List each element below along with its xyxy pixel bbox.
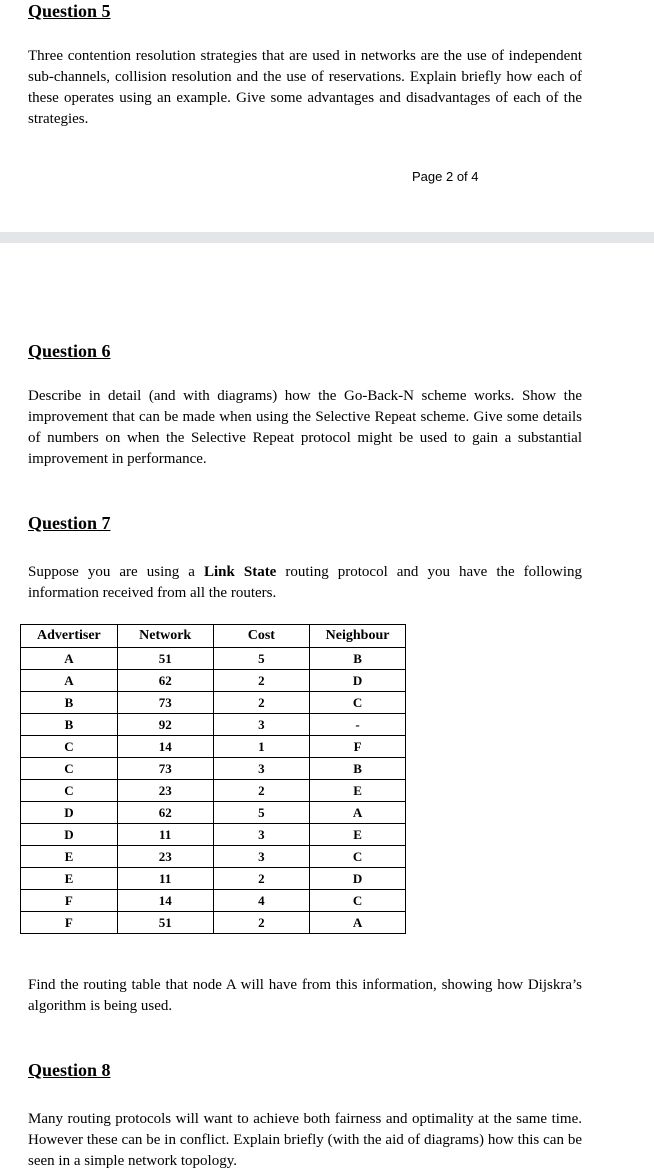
neighbour-cell: A [310, 912, 406, 934]
neighbour-cell: F [310, 736, 406, 758]
network-cell: 51 [117, 648, 213, 670]
question-8-text: Many routing protocols will want to achieve both fairness and optimality at the same time. However these can be in conflict. Explain briefly (with the aid of diagrams) how this can be seen in a simple network topology. [28, 1111, 582, 1169]
cost-cell: 2 [213, 868, 310, 890]
question-7-heading: Question 7 [28, 513, 111, 533]
cost-cell: 3 [213, 824, 310, 846]
neighbour-cell: C [310, 890, 406, 912]
table-header-row [21, 625, 406, 648]
neighbour-cell: E [310, 824, 406, 846]
advertiser-cell: D [21, 824, 118, 846]
table-row [21, 868, 406, 890]
advertiser-cell: C [21, 758, 118, 780]
advertiser-cell: F [21, 912, 118, 934]
advertiser-cell: E [21, 868, 118, 890]
intro-text-after: routing protocol and you have the following information received from all the routers. [28, 564, 583, 601]
cost-cell: 4 [213, 890, 310, 912]
page-indicator: Page 2 of 4 [412, 169, 479, 184]
advertiser-cell: B [21, 692, 118, 714]
advertiser-cell: A [21, 670, 118, 692]
cost-cell: 5 [213, 648, 310, 670]
neighbour-cell: C [310, 846, 406, 868]
table-row [21, 846, 406, 868]
network-cell: 92 [117, 714, 213, 736]
cost-cell: 3 [213, 846, 310, 868]
question-7-intro [28, 562, 582, 604]
table-row [21, 648, 406, 670]
table-row [21, 736, 406, 758]
network-cell: 11 [117, 868, 213, 890]
advertiser-cell: A [21, 648, 118, 670]
network-cell: 62 [117, 802, 213, 824]
network-cell: 73 [117, 758, 213, 780]
cost-cell: 2 [213, 780, 310, 802]
neighbour-cell: C [310, 692, 406, 714]
header-network: Network [117, 625, 213, 648]
page-break-divider [0, 232, 654, 243]
network-cell: 51 [117, 912, 213, 934]
neighbour-cell: E [310, 780, 406, 802]
neighbour-cell: A [310, 802, 406, 824]
header-cost: Cost [213, 625, 310, 648]
question-6-text: Describe in detail (and with diagrams) how the Go-Back-N scheme works. Show the improvement that can be made when using the Selective Repeat scheme. Give some details of numbers on when the Selective Repeat protocol might be used to gain a substantial improvement in performance. [28, 388, 582, 467]
advertiser-cell: C [21, 736, 118, 758]
cost-cell: 2 [213, 912, 310, 934]
cost-cell: 3 [213, 758, 310, 780]
network-cell: 14 [117, 890, 213, 912]
advertiser-cell: F [21, 890, 118, 912]
network-cell: 23 [117, 846, 213, 868]
cost-cell: 3 [213, 714, 310, 736]
header-advertiser: Advertiser [21, 625, 118, 648]
link-state-table [20, 624, 406, 934]
table-row [21, 802, 406, 824]
table-row [21, 758, 406, 780]
network-cell: 23 [117, 780, 213, 802]
advertiser-cell: C [21, 780, 118, 802]
neighbour-cell: B [310, 758, 406, 780]
table-row [21, 780, 406, 802]
intro-text-bold: Link State [203, 564, 277, 580]
cost-cell: 2 [213, 670, 310, 692]
question-6-heading: Question 6 [28, 341, 111, 361]
advertiser-cell: D [21, 802, 118, 824]
header-neighbour: Neighbour [310, 625, 406, 648]
table-row [21, 912, 406, 934]
table-row [21, 890, 406, 912]
question-7-followup: Find the routing table that node A will have from this information, showing how Dijskra’s algorithm is being used. [28, 977, 582, 1014]
network-cell: 62 [117, 670, 213, 692]
neighbour-cell: - [310, 714, 406, 736]
neighbour-cell: B [310, 648, 406, 670]
network-cell: 11 [117, 824, 213, 846]
network-cell: 73 [117, 692, 213, 714]
intro-text-before: Suppose you are using a [28, 564, 204, 580]
question-5-heading: Question 5 [28, 1, 111, 21]
cost-cell: 5 [213, 802, 310, 824]
question-5-text: Three contention resolution strategies that are used in networks are the use of independent sub-channels, collision resolution and the use of reservations. Explain briefly how each of these operates using an example. Give some advantages and disadvantages of each of the strategies. [28, 48, 582, 127]
neighbour-cell: D [310, 868, 406, 890]
table-row [21, 714, 406, 736]
table-row [21, 692, 406, 714]
cost-cell: 2 [213, 692, 310, 714]
network-cell: 14 [117, 736, 213, 758]
neighbour-cell: D [310, 670, 406, 692]
table-row [21, 824, 406, 846]
advertiser-cell: E [21, 846, 118, 868]
advertiser-cell: B [21, 714, 118, 736]
table-row [21, 670, 406, 692]
cost-cell: 1 [213, 736, 310, 758]
question-8-heading: Question 8 [28, 1060, 111, 1080]
